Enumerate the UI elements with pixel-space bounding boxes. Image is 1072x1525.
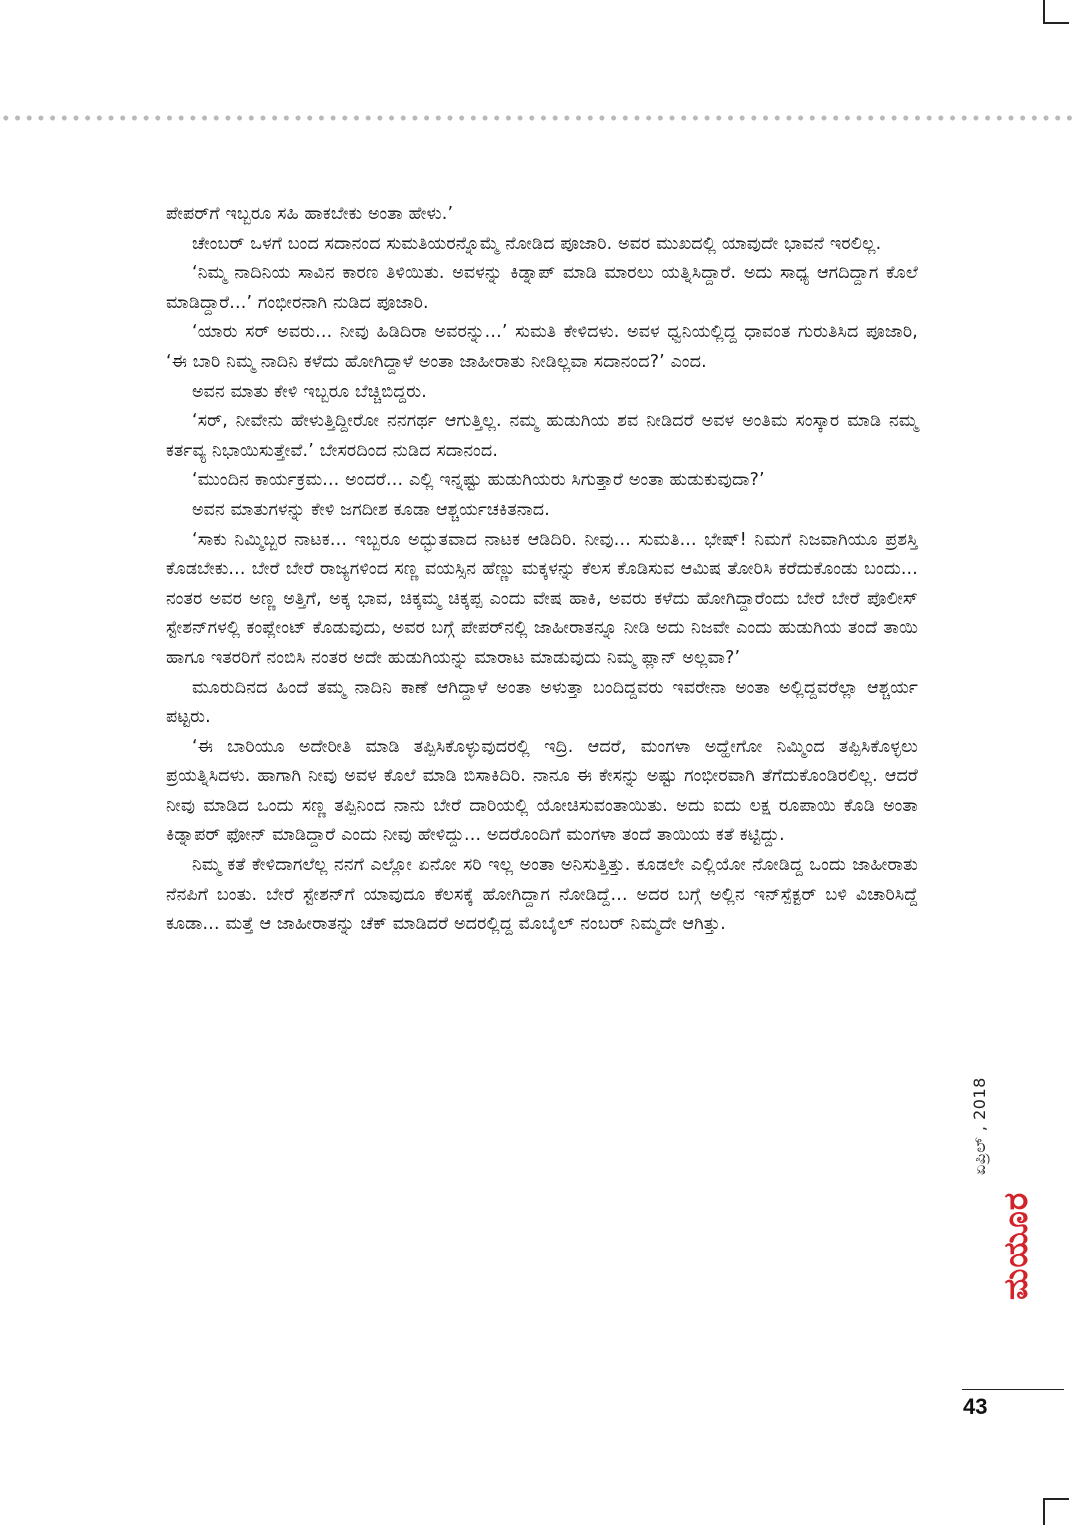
- paragraph-7: ‘ಮುಂದಿನ ಕಾರ್ಯಕ್ರಮ... ಅಂದರೆ... ಎಲ್ಲಿ ಇನ್ನಷ್ಟು ಹುಡುಗಿಯರು ಸಿಗುತ್ತಾರೆ ಅಂತಾ ಹುಡುಕುವುದಾ?’: [192, 470, 765, 491]
- issue-date: ಏಪ್ರಿಲ್ , 2018: [970, 1077, 989, 1175]
- paragraph-9: ‘ಸಾಕು ನಿಮ್ಮಿಬ್ಬರ ನಾಟಕ... ಇಬ್ಬರೂ ಅದ್ಭುತವಾದ ನಾಟಕ ಆಡಿದಿರಿ. ನೀವು... ಸುಮತಿ... ಭೇಷ್! ನಿಮಗೆ ನಿಜವಾಗಿಯೂ ಪ್ರಶಸ್ತಿ ಕೊಡಬೇಕು... ಬೇರೆ ಬೇರೆ ರಾಜ್ಯಗಳಿಂದ ಸಣ್ಣ ವಯಸ್ಸಿನ ಹೆಣ್ಣು ಮಕ್ಕಳನ್ನು ಕೆಲಸ ಕೊಡಿಸುವ ಆಮಿಷ ತೋರಿಸಿ ಕರೆದುಕೊಂಡು ಬಂದು... ನಂತರ ಅವರ ಅಣ್ಣ ಅತ್ತಿಗೆ, ಅಕ್ಕ ಭಾವ, ಚಿಕ್ಕಮ್ಮ ಚಿಕ್ಕಪ್ಪ ಎಂದು ವೇಷ ಹಾಕಿ, ಅವರು ಕಳೆದು ಹೋಗಿದ್ದಾರೆಂದು ಬೇರೆ ಬೇರೆ ಪೊಲೀಸ್ ಸ್ಟೇಶನ್‌ಗಳಲ್ಲಿ ಕಂಪ್ಲೇಂಟ್ ಕೊಡುವುದು, ಅವರ ಬಗ್ಗೆ ಪೇಪರ್‌ನಲ್ಲಿ ಜಾಹೀರಾತನ್ನೂ ನೀಡಿ ಅದು ನಿಜವೇ ಎಂದು ಹುಡುಗಿಯ ತಂದೆ ತಾಯಿ ಹಾಗೂ ಇತರರಿಗೆ ನಂಬಿಸಿ ನಂತರ ಅದೇ ಹುಡುಗಿಯನ್ನು ಮಾರಾಟ ಮಾಡುವುದು ನಿಮ್ಮ ಪ್ಲಾನ್ ಅಲ್ಲವಾ?’: [166, 529, 918, 668]
- paragraph-5: ಅವನ ಮಾತು ಕೇಳಿ ಇಬ್ಬರೂ ಬೆಚ್ಚಿಬಿದ್ದರು.: [192, 381, 427, 402]
- crop-mark-top: [1043, 0, 1069, 24]
- paragraph-2: ಚೇಂಬರ್ ಒಳಗೆ ಬಂದ ಸದಾನಂದ ಸುಮತಿಯರನ್ನೊಮ್ಮೆ ನೋಡಿದ ಪೂಜಾರಿ. ಅವರ ಮುಖದಲ್ಲಿ ಯಾವುದೇ ಭಾವನೆ ಇರಲಿಲ್ಲ.: [192, 233, 882, 254]
- page-number: 43: [963, 1394, 988, 1419]
- magazine-logo: ಮಯೂರ: [996, 1191, 1035, 1300]
- paragraph-6: ‘ಸರ್, ನೀವೇನು ಹೇಳುತ್ತಿದ್ದೀರೋ ನನಗರ್ಥ ಆಗುತ್ತಿಲ್ಲ. ನಮ್ಮ ಹುಡುಗಿಯ ಶವ ನೀಡಿದರೆ ಅವಳ ಅಂತಿಮ ಸಂಸ್ಕಾರ ಮಾಡಿ ನಮ್ಮ ಕರ್ತವ್ಯ ನಿಭಾಯಿಸುತ್ತೇವೆ.’ ಬೇಸರದಿಂದ ನುಡಿದ ಸದಾನಂದ.: [166, 411, 918, 461]
- dotted-divider: [0, 114, 1072, 122]
- paragraph-12: ನಿಮ್ಮ ಕತೆ ಕೇಳಿದಾಗಲೆಲ್ಲ ನನಗೆ ಎಲ್ಲೋ ಏನೋ ಸರಿ ಇಲ್ಲ ಅಂತಾ ಅನಿಸುತ್ತಿತ್ತು. ಕೂಡಲೇ ಎಲ್ಲಿಯೋ ನೋಡಿದ್ದ ಒಂದು ಜಾಹೀರಾತು ನೆನಪಿಗೆ ಬಂತು. ಬೇರೆ ಸ್ಟೇಶನ್‌ಗೆ ಯಾವುದೂ ಕೆಲಸಕ್ಕೆ ಹೋಗಿದ್ದಾಗ ನೋಡಿದ್ದೆ... ಅದರ ಬಗ್ಗೆ ಅಲ್ಲಿನ ಇನ್‌ಸ್ಪೆಕ್ಟರ್ ಬಳಿ ವಿಚಾರಿಸಿದ್ದೆ ಕೂಡಾ... ಮತ್ತೆ ಆ ಜಾಹೀರಾತನ್ನು ಚೆಕ್ ಮಾಡಿದರೆ ಅದರಲ್ಲಿದ್ದ ಮೊಬೈಲ್ ನಂಬರ್ ನಿಮ್ಮದೇ ಆಗಿತ್ತು.: [166, 855, 918, 935]
- paragraph-3: ‘ನಿಮ್ಮ ನಾದಿನಿಯ ಸಾವಿನ ಕಾರಣ ತಿಳಿಯಿತು. ಅವಳನ್ನು ಕಿಡ್ನಾಪ್ ಮಾಡಿ ಮಾರಲು ಯತ್ನಿಸಿದ್ದಾರೆ. ಅದು ಸಾಧ್ಯ ಆಗದಿದ್ದಾಗ ಕೊಲೆ ಮಾಡಿದ್ದಾರೆ...’ ಗಂಭೀರನಾಗಿ ನುಡಿದ ಪೂಜಾರಿ.: [166, 263, 918, 313]
- paragraph-1: ಪೇಪರ್‌ಗೆ ಇಬ್ಬರೂ ಸಹಿ ಹಾಕಬೇಕು ಅಂತಾ ಹೇಳು.’: [166, 204, 454, 224]
- article-body: [166, 200, 918, 940]
- paragraph-11: ‘ಈ ಬಾರಿಯೂ ಅದೇರೀತಿ ಮಾಡಿ ತಪ್ಪಿಸಿಕೊಳ್ಳುವುದರಲ್ಲಿ ಇದ್ರಿ. ಆದರೆ, ಮಂಗಳಾ ಅದ್ಹೇಗೋ ನಿಮ್ಮಿಂದ ತಪ್ಪಿಸಿಕೊಳ್ಳಲು ಪ್ರಯತ್ನಿಸಿದಳು. ಹಾಗಾಗಿ ನೀವು ಅವಳ ಕೊಲೆ ಮಾಡಿ ಬಿಸಾಕಿದಿರಿ. ನಾನೂ ಈ ಕೇಸನ್ನು ಅಷ್ಟು ಗಂಭೀರವಾಗಿ ತೆಗೆದುಕೊಂಡಿರಲಿಲ್ಲ. ಆದರೆ ನೀವು ಮಾಡಿದ ಒಂದು ಸಣ್ಣ ತಪ್ಪಿನಿಂದ ನಾನು ಬೇರೆ ದಾರಿಯಲ್ಲಿ ಯೋಚಿಸುವಂತಾಯಿತು. ಅದು ಐದು ಲಕ್ಷ ರೂಪಾಯಿ ಕೊಡಿ ಅಂತಾ ಕಿಡ್ನಾಪರ್ ಫೋನ್ ಮಾಡಿದ್ದಾರೆ ಎಂದು ನೀವು ಹೇಳಿದ್ದು... ಅದರೊಂದಿಗೆ ಮಂಗಳಾ ತಂದೆ ತಾಯಿಯ ಕತೆ ಕಟ್ಟಿದ್ದು.: [166, 736, 918, 846]
- paragraph-10: ಮೂರುದಿನದ ಹಿಂದೆ ತಮ್ಮ ನಾದಿನಿ ಕಾಣೆ ಆಗಿದ್ದಾಳೆ ಅಂತಾ ಅಳುತ್ತಾ ಬಂದಿದ್ದವರು ಇವರೇನಾ ಅಂತಾ ಅಲ್ಲಿದ್ದವರೆಲ್ಲಾ ಆಶ್ಚರ್ಯ ಪಟ್ಟರು.: [166, 677, 918, 728]
- paragraph-4: ‘ಯಾರು ಸರ್ ಅವರು... ನೀವು ಹಿಡಿದಿರಾ ಅವರನ್ನು...’ ಸುಮತಿ ಕೇಳಿದಳು. ಅವಳ ಧ್ವನಿಯಲ್ಲಿದ್ದ ಧಾವಂತ ಗುರುತಿಸಿದ ಪೂಜಾರಿ, ‘ಈ ಬಾರಿ ನಿಮ್ಮ ನಾದಿನಿ ಕಳೆದು ಹೋಗಿದ್ದಾಳೆ ಅಂತಾ ಜಾಹೀರಾತು ನೀಡಿಲ್ಲವಾ ಸದಾನಂದ?’ ಎಂದ.: [166, 322, 918, 372]
- paragraph-8: ಅವನ ಮಾತುಗಳನ್ನು ಕೇಳಿ ಜಗದೀಶ ಕೂಡಾ ಆಶ್ಚರ್ಯಚಕಿತನಾದ.: [192, 499, 550, 520]
- crop-mark-bottom: [1043, 1498, 1069, 1525]
- page-number-rule: [962, 1389, 1064, 1390]
